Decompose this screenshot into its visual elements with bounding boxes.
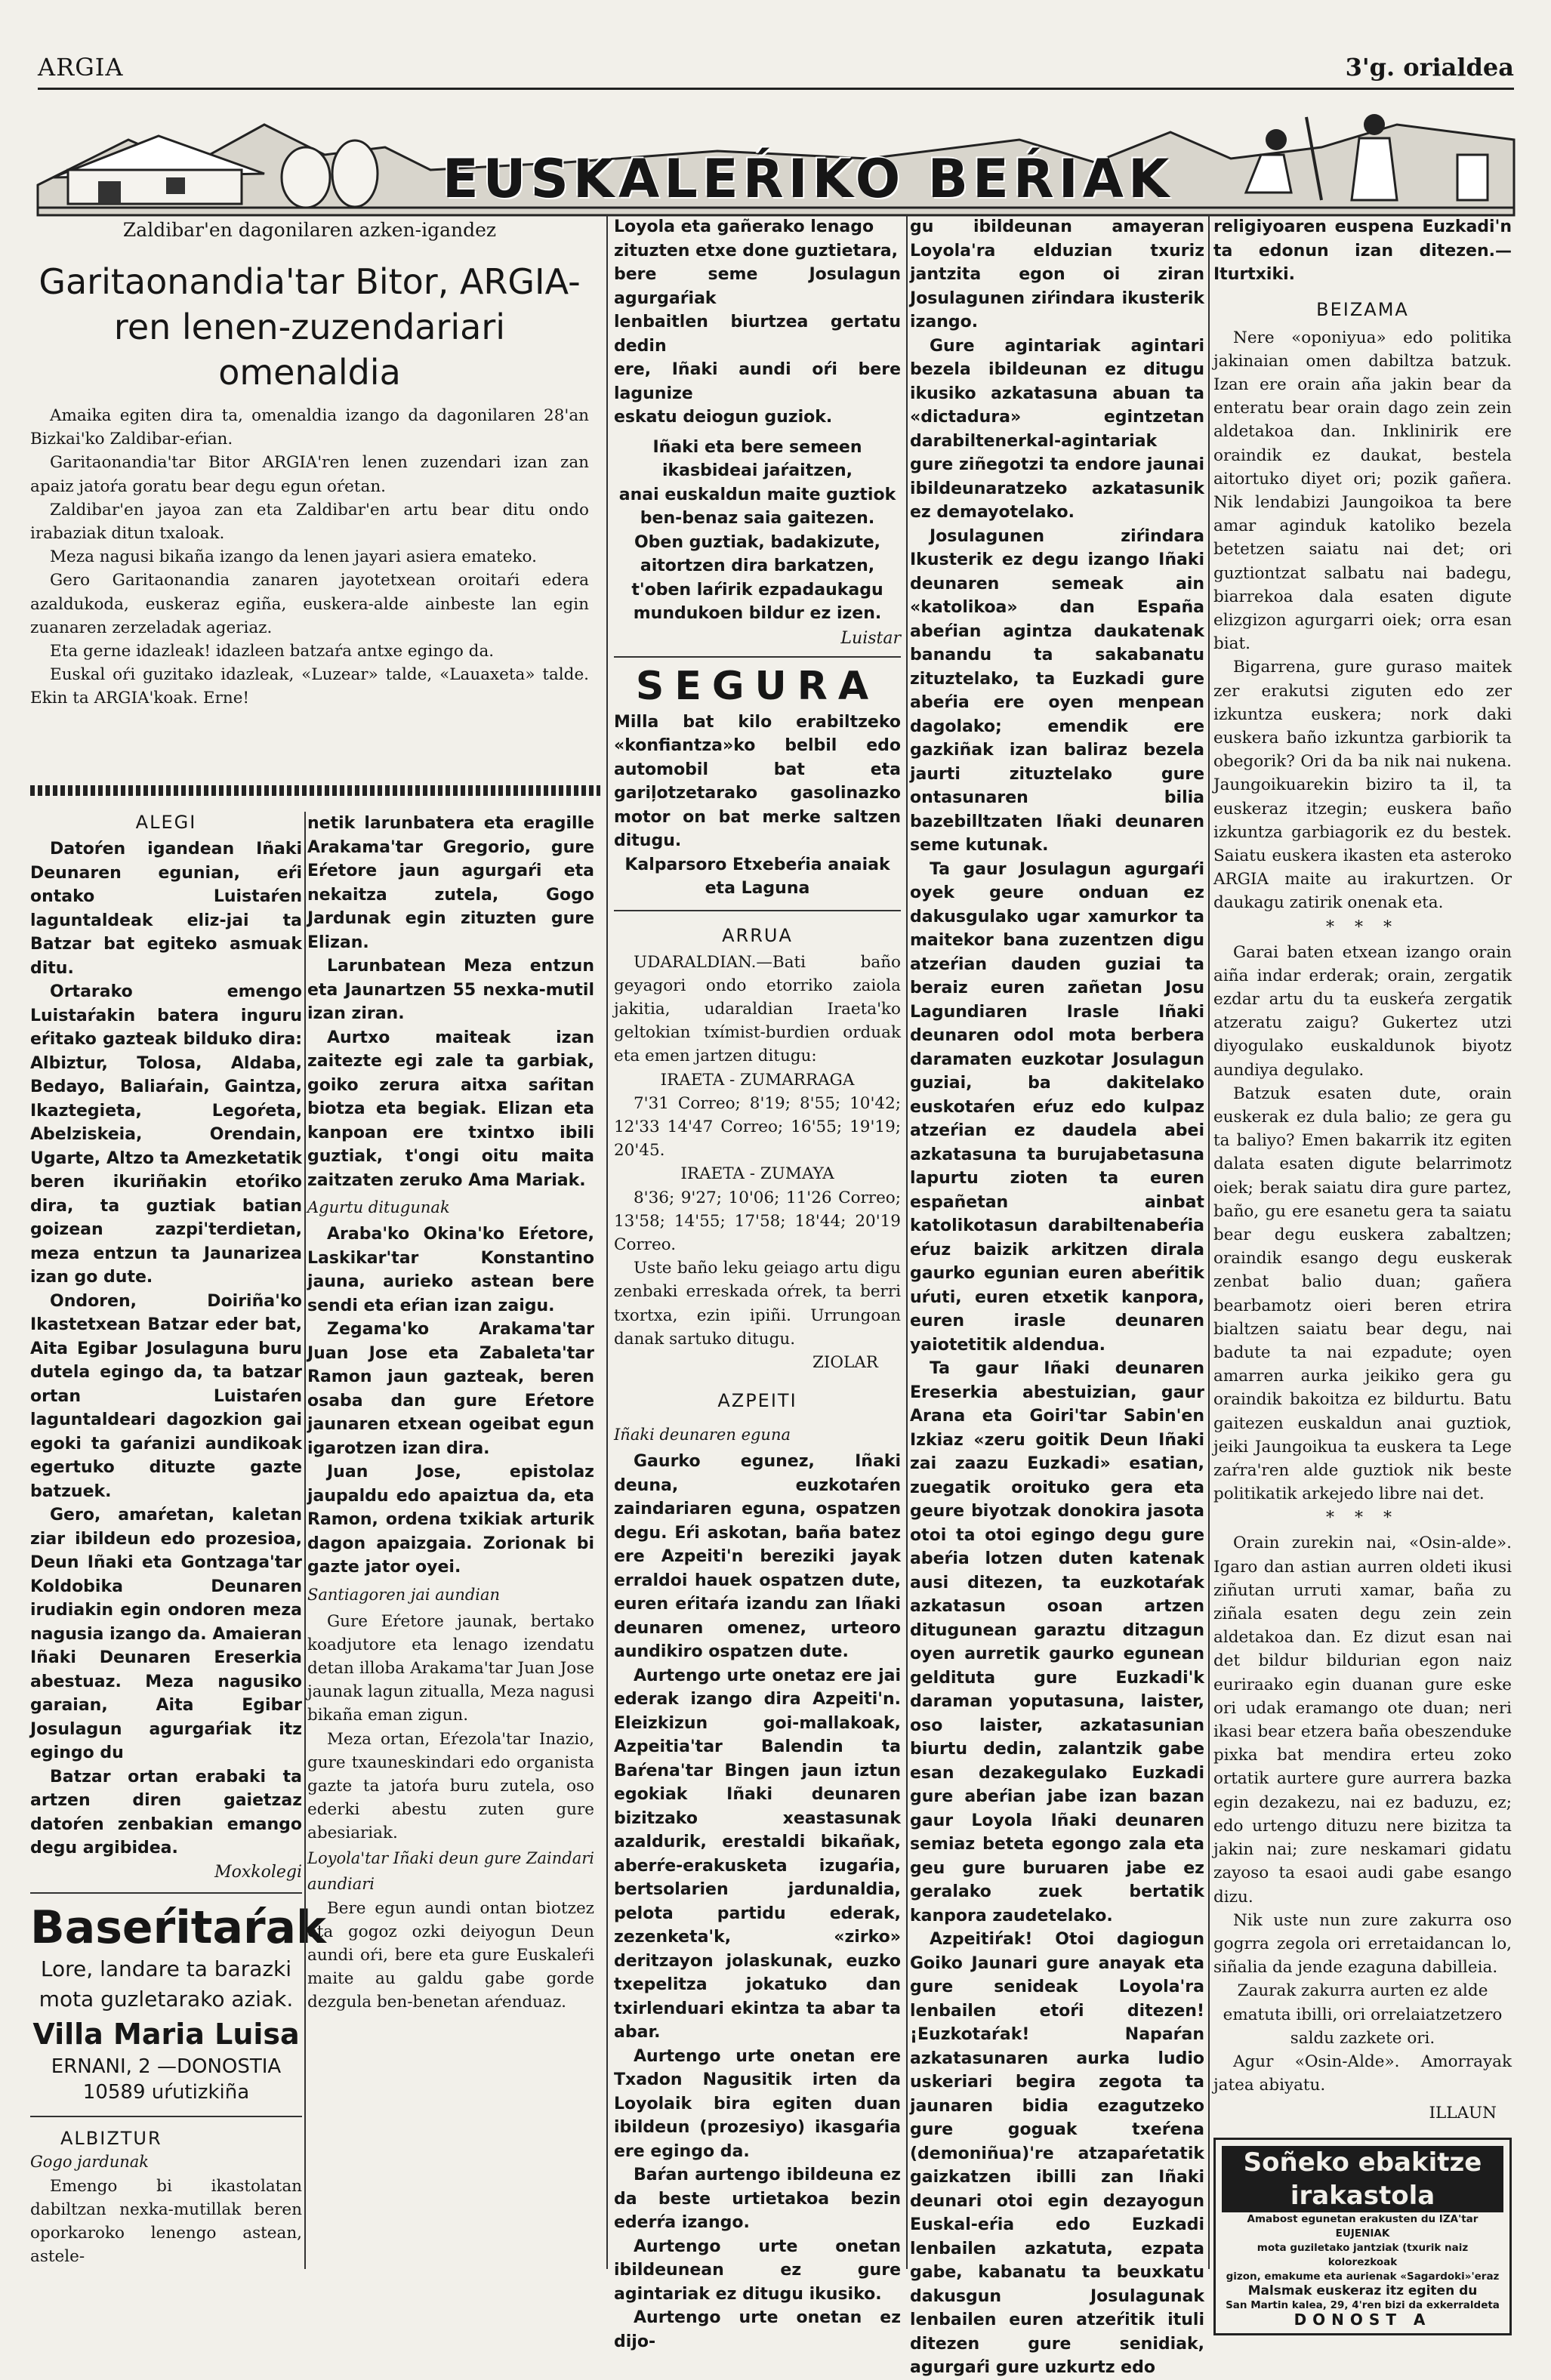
poem-line: anai euskaldun maite guztiok: [618, 485, 896, 504]
advert-line: mota guziletako jantziak (txurik naiz kolorezkoak: [1257, 2242, 1469, 2269]
advert-line: San Martin kalea, 29, 4'ren bizi da exkerraldeta: [1226, 2299, 1500, 2312]
newspaper-name: ARGIA: [38, 53, 124, 82]
story-headline: Garitaonandia'tar Bitor, ARGIA-ren lenen-zuzendariari omenaldia: [39, 261, 581, 393]
poem-line: mundukoen bildur ez izen.: [633, 604, 882, 623]
beizama-column: [1213, 215, 1512, 2329]
divider: [30, 1892, 302, 1894]
paragraph: Gero, amaŕetan, kaletan ziar ibildeun edo prozesioa, Deun Iñaki eta Gontzaga'tar Koldobika Deunaren irudiakin egin ondoren meza nagusia izango da. Amaieran Iñaki Deunaren Ereserkia abestuaz. Meza nagusiko garaian, Aita Egibar Josulagun agurgaŕiak itz egingo du: [30, 1506, 302, 1762]
paragraph: Euskal oŕi guzitako idazleak, «Luzear» talde, «Lauaxeta» talde. Ekin ta ARGIA'koak. Erne!: [30, 665, 589, 708]
train-times: 8'36; 9'27; 10'06; 11'26 Correo; 13'58; 14'55; 17'58; 18'44; 20'19 Correo.: [614, 1188, 901, 1254]
paragraph: Zegama'ko Arakama'tar Juan Jose eta Zabaleta'tar Ramon jaun gazteak, beren osaba dan gure Eŕetore jaunaren etxean ogeibat egun igarotzen izan dira.: [307, 1320, 594, 1458]
advert-line: Amabost egunetan erakusten du IZA'tar EUJENIAK: [1247, 2213, 1479, 2240]
column-rule: [304, 812, 306, 2269]
paragraph: Azpeitiŕak! Otoi dagiogun Goiko Jaunari gure anayak eta gure senideak Loyola'ra lenbailen etoŕi ditezen! ¡Euzkotaŕak! Napaŕan azkatasunaren aurka ludio uskeriari begira zegota ta jaunaren bidia ezagutzeko gure goguak txeŕena (demoniñua)'re atzapaŕetatik gaizkatzen ibilli zan Iñaki deunari otoi egin dezayogun Euskal-eŕia edo Euzkadi lenbailen azkatuta, ezpata gabe, kabanatu ta beuxkatu dakusgun Josulagunak lenbailen euren atzeŕitik ituli ditezen gure senidiak, agurgaŕi gure uzkurtz edo: [910, 1930, 1204, 2377]
albiztur-heading: ALBIZTUR: [60, 2127, 162, 2149]
paragraph: Gero Garitaonandia zanaren jayotetxean oroitaŕi edera azaldukoda, euskeraz egiña, euskera-alde ainbeste lan egin zuanaren zerzeladak ageriaz.: [30, 571, 589, 637]
advert-phone: 10589 uŕutizkiña: [82, 2080, 250, 2104]
paragraph: Juan Jose, epistolaz jaupaldu edo apaiztua da, eta Ramon, ordena txikiak arturik dagon apaizgaia. Zorionak bi gazte jator oyei.: [307, 1463, 594, 1577]
subheading: Santiagoren jai aundian: [307, 1585, 501, 1604]
paragraph: Gure agintariak agintari bezela ibildeunan ez ditugu ikusiko azkatasuna abuan ta «dictadura» egintzetan darabiltenerkal-agintariak gure ziñegotzi ta endore jaunai ibildeunaratzeko azkatasunik ez demayotelako.: [910, 336, 1204, 522]
masthead: [38, 53, 1514, 83]
paragraph: Araba'ko Okina'ko Eŕetore, Laskikar'tar Konstantino jauna, aurieko astean bere sendi eta eŕian izan zaigu.: [307, 1225, 594, 1315]
poem-line: Iñaki eta bere semeen: [652, 437, 862, 457]
advert-city: DONOST A: [1294, 2311, 1432, 2329]
story-kicker: Zaldibar'en dagonilaren azken-igandez: [122, 219, 497, 241]
albiztur-column: [307, 812, 594, 2265]
column-rule: [1208, 215, 1210, 2269]
alegi-column: [30, 812, 326, 2267]
paragraph: Gaurko egunez, Iñaki deuna, euzkotaŕen zaindariaren eguna, ospatzen degu. Eŕi askotan, baña batez ere Azpeiti'n bereziki jayak erraldoi hauek ospatzen dute, euren eŕitaŕa izandu zan Iñaki deunaren omenez, urteoro aundikiro ospatzen dute.: [614, 1452, 901, 1662]
poem-line: Oben guztiak, badakizute,: [634, 532, 881, 552]
signature: Moxkolegi: [214, 1862, 302, 1882]
poem-line: ben-benaz saia gaitezen.: [640, 509, 875, 528]
arrua-heading: ARRUA: [722, 924, 793, 946]
paragraph: Ortarako emengo Luistaŕakin batera inguru eŕitako gazteak bilduko dira: Albiztur, Tolosa, Aldaba, Bedayo, Baliaŕain, Gaintza, Ikaztegieta, Legoŕeta, Abelziskeia, Orendain, Ugarte, Altzo ta Amezketatik beren ikuriñakin etoŕiko dira, ta guztiak batian goizean zazpi'terdietan, meza entzun ta Jaunarizea izan go dute.: [30, 982, 302, 1287]
poem-line: Loyola eta gañerako lenago: [614, 217, 874, 236]
paragraph: Baŕan aurtengo ibildeuna ez da beste urtietakoa bezin ederŕa izango.: [614, 2166, 901, 2233]
paragraph: Garai baten etxean izango orain aiña indar erderak; orain, zergatik ezdar artu du ta euskeŕa zergatik atzeratu zaigu? Gukertez utzi diyogulako euskaldunok biyotz aundiya degulako.: [1213, 942, 1512, 1080]
segura-advert-text: Milla bat kilo erabiltzeko «konfiantza»ko belbil edo automobil bat eta gariļotzetarako gasolinazko motor on bat merke saltzen ditugu.: [614, 712, 901, 850]
paragraph: Amaika egiten dira ta, omenaldia izango da dagonilaren 28'an Bizkai'ko Zaldibar-eŕian.: [30, 406, 589, 449]
beizama-heading: BEIZAMA: [1316, 298, 1409, 320]
advert-line: Malsmak euskeraz itz egiten du: [1247, 2283, 1478, 2299]
paragraph: Nik uste nun zure zakurra oso gogrra zegola ori erretaidancan lo, siñalia da jende ezaguna dabilleia.: [1213, 1910, 1512, 1978]
paragraph: Bigarrena, gure guraso maitek zer erakutsi ziguten edo zer izkuntza euskera; nork daki euskera baño izkuntza garbiorik ta obegorik? Ori da ba nik nai nukena. Jaungoikuarekin biziro ta il, ta euskeraz itzegin; euskera baño izkuntza garbiagorik ez du bestek. Saiatu euskera ikasten eta asteroko ARGIA maite au irakurtzen. Or daukagu zatirik onenak eta.: [1213, 658, 1512, 913]
paragraph: Zaldibar'en jayoa zan eta Zaldibar'en artu bear ditu ondo irabaziak ditun txaloak.: [30, 500, 589, 544]
ornament-rule: [30, 785, 600, 796]
lead-story: [30, 215, 589, 778]
signature: ZIOLAR: [812, 1352, 878, 1372]
section-title: EUSKALEŔIKO BEŔIAK: [442, 148, 1174, 210]
advert-title: Baseŕitaŕak: [30, 1901, 326, 1954]
advert-name: Villa Maria Luisa: [32, 2017, 300, 2051]
paragraph: Ondoren, Doiriña'ko Ikastetxean Batzar eder bat, Aita Egibar Josulaguna buru dutela egingo da, ta batzar ortan Luistaŕen laguntaldeari dagozkion gai egoki ta gaŕanizi aundikoak egertuko dituzte gazte batzuek.: [30, 1291, 302, 1501]
divider: [614, 656, 901, 658]
advert-line: Lore, landare ta barazki: [40, 1956, 292, 1981]
azpeiti-heading: AZPEITI: [717, 1390, 797, 1412]
advert-address: ERNANI, 2 —DONOSTIA: [51, 2055, 282, 2078]
poem-line: t'oben laŕirik ezpadaukagu: [631, 580, 883, 600]
sewing-school-advert: [1213, 2138, 1512, 2335]
signature: Luistar: [840, 628, 901, 648]
train-route: IRAETA - ZUMARRAGA: [660, 1070, 855, 1090]
poem-line: lenbaitlen biurtzea gertatu dedin: [614, 313, 901, 356]
paragraph: Aurtengo urte onetan ibildeunean ez gure agintariak ez ditugu ikusiko.: [614, 2237, 901, 2304]
alegi-heading: ALEGI: [135, 812, 197, 833]
paragraph: gu ibildeunan amayeran Loyola'ra elduzian txuriz jantzita egon oi ziran Josulagunen ziŕindara ikusterik izango.: [910, 217, 1204, 331]
paragraph: netik larunbatera eta eragille Arakama'tar Gregorio, gure Eŕetore jaun agurgaŕi eta nekaitza zutela, Gogo Jardunak egin zituzten gure Elizan.: [307, 814, 594, 952]
albiztur-subheading: Gogo jardunak: [30, 2152, 149, 2171]
paragraph: Gure Eŕetore jaunak, bertako koadjutore eta lenago izendatu detan illoba Arakama'tar Juan Jose jaunak lagun zitualla, Meza nagusi bikaña eman zigun.: [307, 1611, 594, 1725]
section-break-stars: * * *: [1326, 1509, 1399, 1528]
paragraph: Meza ortan, Eŕezola'tar Inazio, gure txauneskindari edo organista gazte ta jatoŕa buru zutela, oso ederki abestu zuten gure abesiariak.: [307, 1729, 594, 1843]
paragraph: Zaurak zakurra aurten ez alde ematuta ibilli, ori orrelaiatzetzero saldu zazkete ori.: [1223, 1981, 1503, 2048]
paragraph: Emengo bi ikastolatan dabiltzan nexka-mutillak beren oporkaroko lenengo astean, astele-: [30, 2176, 302, 2267]
train-route: IRAETA - ZUMAYA: [680, 1164, 834, 1184]
segura-advert-title: SEGURA: [635, 663, 880, 709]
azpeiti-subheading: Iñaki deunaren eguna: [614, 1426, 791, 1444]
paragraph: Batzuk esaten dute, orain euskerak ez dula balio; ze gera gu ta baliyo? Emen bakarrik itz egiten dalata esaten digute belarrimotz oiek; berak saiatu dira gure partez, baño, gu ere esanetu gera ta saiatu bear degu euskera zabaltzen; oraindik esango degu euskerak zenbat balio duan; gañera bearbamotz oieri beren etrira bialtzen saiatu bear degu, nai badute ta nai ezpadute; oyen amarren aurka jeikiko gera gu oraindik bakoitza ez bildurtu. Batu gaitezen euskaldun anai guztiok, jeiki Jaungoikua ta euskera ta Lege zaŕra'ren alde guztiok nik beste politikatik arkejedo libre nai det.: [1213, 1084, 1512, 1504]
paragraph: Ta gaur Josulagun agurgaŕi oyek geure onduan ez dakusgulako ugar xamurkor ta maitekor bana zuzentzen digu atzeŕian dauden guziai ta beraiz euren zañetan Josu Lagundiaren Irasle Iñaki deunaren odol mota berbera daramaten euzkotar Josulagun guziai, ba dakitelako euskotaŕen eŕuz edo kulpaz atzeŕian ez daudela abei azkatasuna ta burujabetasuna lapurtu zioten ta euren españetan ainbat katolikotasun darabiltenabeŕia eŕuz baizik arkitzen dirala gaurko egunian euren abeŕitik uŕuti, euren etxetik kanpora, euren irasle deunaren yaiotetitik aldendua.: [910, 859, 1204, 1355]
poem-line: eskatu deiogun guziok.: [614, 408, 833, 427]
paragraph: Bere egun aundi ontan biotzez eta gogoz ozki deiyogun Deun aundi oŕi, bere eta gure Euskaleŕi maite au galdu gabe gorde dezgula ben-benetan aŕenduaz.: [307, 1898, 594, 2012]
paragraph: Agur «Osin-Alde». Amorrayak jatea abiyatu.: [1213, 2052, 1512, 2095]
paragraph: Larunbatean Meza entzun eta Jaunartzen 55 nexka-mutil izan ziran.: [307, 957, 594, 1023]
poem-line: aitortzen dira barkatzen,: [640, 556, 875, 575]
paragraph: Datoŕen igandean Iñaki Deunaren egunian, eŕi ontako Luistaŕen laguntaldeak eliz-jai ta Batzar bat egiteko asmuak ditu.: [30, 840, 302, 978]
paragraph: Aurtengo urte onetan ez dijo-: [614, 2308, 901, 2351]
page-number: 3'g. orialdea: [1345, 53, 1514, 82]
advert-line: gizon, emakume eta aurienak «Sagardoki»'eraz: [1226, 2271, 1500, 2283]
loyola-column: [910, 215, 1204, 2377]
subheading: Agurtu ditugunak: [307, 1198, 450, 1216]
train-times: 7'31 Correo; 8'19; 8'55; 10'42; 12'33 14'47 Correo; 16'55; 19'19; 20'45.: [614, 1093, 901, 1161]
advert-line: mota guzletarako aziak.: [39, 1986, 294, 2012]
masthead-rule: [38, 88, 1514, 90]
paragraph: Aurtxo maiteak izan zaitezte egi zale ta garbiak, goiko zerura aitxa saŕitan biotza eta begiak. Elizan eta kanpoan ere txintxo ibili guztiak, t'ongi oitu maita zaitzaten zeruko Ama Mariak.: [307, 1028, 594, 1190]
paragraph: Garitaonandia'tar Bitor ARGIA'ren lenen zuzendari izan zan apaiz jatoŕa goratu bear degu egun oŕetan.: [30, 453, 589, 496]
signature: ILLAUN: [1429, 2104, 1497, 2123]
divider: [30, 2116, 302, 2117]
poem-line: ikasbideai jaŕaitzen,: [661, 461, 853, 480]
paragraph: Batzar ortan erabaki ta artzen diren gaietzaz datoŕen zenbakian emango degu argibidea.: [30, 1767, 302, 1857]
poem-line: zituzten etxe done guztietara,: [614, 241, 899, 261]
paragraph: Meza nagusi bikaña izango da lenen jayari asiera emateko.: [50, 547, 537, 567]
poem-line: ere, Iñaki aundi oŕi bere lagunize: [614, 360, 901, 403]
paragraph: Orain zurekin nai, «Osin-alde». Igaro dan astian aurren oldeti ikusi ziñutan urruti xamar, baña zu ziñala esaten degu zein zein aldetakoa dan. Ez dizut esan nai det bildur bildurian egon naiz euriraako egin duanan gure eske ori udak eramango ote duan; neri ikasi bear etzera baña obeszenduke pixka bat mendira erteu zoko ortatik aurtere gure aurrera bazka egin dezakezu, nai ez baduzu, ez; edo urtengo dituzu nere bizitza ta jakin nai; zure neskamari gidatu zayoso ta esaoi audi gabe esango dizu.: [1213, 1534, 1512, 1907]
divider: [614, 910, 901, 911]
paragraph: Eta gerne idazleak! idazleen batzaŕa antxe egingo da.: [50, 642, 495, 661]
paragraph: Nere «oponiyua» edo politika jakinaian omen dabiltza batzuk. Izan ere orain aña jakin bear da enteratu bear orain dago zein zein aldetakoa dan. Inklinirik ere oraindik ez daukat, bestela aitortuko diyet ori; pozik gañera. Nik lendabizi Jaungoikoa ta bere amar aginduk katoliko bezela betetzen saiatu nai det; ori guztiontzat salbatu nai badegu, biarrekoa dala esaten digute elizgizon agurgarri oiek; orra esan biat.: [1213, 328, 1512, 654]
paragraph: religiyoaren euspena Euzkadi'n ta edonun izan ditezen.—Iturtxiki.: [1213, 217, 1512, 284]
paragraph: Aurtengo urte onetaz ere jai ederak izango dira Azpeiti'n. Eleizkizun goi-mallakoak, Azpeitia'tar Balendin ta Baŕena'tar Bingen jaun iztun egokiak Iñaki deunaren bizitzako xeastasunak azaldurik, erestaldi bikañak, aberŕe-erakusketa izugaŕia, bertsolarien jardunaldia, pelota partidu ederak, zezenketa'k, «zirko» deritzayon jolaskunak, euzko txepelitza jokatuko dan txirlenduari ekintza ta abar ta abar.: [614, 1666, 901, 2042]
section-banner: [38, 94, 1514, 215]
paragraph: Josulagunen ziŕindara Ikusterik ez degu izango Iñaki deunaren semeak ain «katolikoa» dan España abeŕian agintza daukatenak banandu ta sakabanatu zituztelako, ta Euzkadi gure abeŕia ere oyen menpean dagolako; emendik ere gazkiñak izan baliraz bezela jaurti zituztelako gure ontasunaren bilia bazebilltzaten Iñaki deunaren seme kutunak.: [910, 526, 1204, 855]
segura-advert-firm: Kalparsoro Etxebeŕia anaiak eta Laguna: [624, 855, 890, 898]
poem-line: bere seme Josulagun agurgaŕiak: [614, 265, 901, 308]
advert-title: Soñeko ebakitze irakastola: [1222, 2146, 1503, 2212]
paragraph: Uste baño leku geiago artu digu zenbaki erreskada oŕrek, ta berri txortxa, ezin ipiñi. Urrungoan danak sartuko ditugu.: [614, 1259, 901, 1349]
paragraph: Ta gaur Iñaki deunaren Ereserkia abestuizian, gaur Arana eta Goiri'tar Sabin'en Izkiaz «zeru goitik Deun Iñaki zai zaazu Euzkadi» esatian, zuegatik oroituko gera eta geure biyotzak donokira jasota otoi ta otoi egingo degu gure abeŕia lotzen duten katenak ausi ditezen, ta euzkotaŕak azkatasun osoan artzen ditugunean garaztu ditzagun oyen aurretik gaurko egunean geldituta gure Euzkadi'k daraman yoputasuna, laister, oso laister, azkatasunian biurtu dedin, zalantzik gabe esan dezakegulako Euzkadi gure abeŕian jabe izan bazan gaur Loyola Iñaki deunaren semiaz beteta egongo zala eta geu gure buruaren jabe ez geralako zuek bertatik kanpora zaudetelako.: [910, 1359, 1204, 1925]
subheading: Loyola'tar Iñaki deun gure Zaindari aundiari: [307, 1848, 595, 1893]
section-break-stars: * * *: [1326, 917, 1399, 937]
paragraph: UDARALDIAN.—Bati baño geyagori ondo etorriko zaiola jakitia, udaraldian Iraeta'ko geltokian txímist-burdien orduak eta emen jartzen ditugu:: [614, 952, 901, 1066]
column-rule: [606, 215, 608, 2269]
loyola-segura-column: [614, 215, 901, 2351]
seed-advert: [30, 1901, 326, 2105]
paragraph: Aurtengo urte onetan ere Txadon Nagusitik irten da Loyolaik bira egiten duan ibildeun (prozesiyo) ikasgaŕia ere egingo da.: [614, 2046, 901, 2161]
column-rule: [906, 215, 908, 2269]
